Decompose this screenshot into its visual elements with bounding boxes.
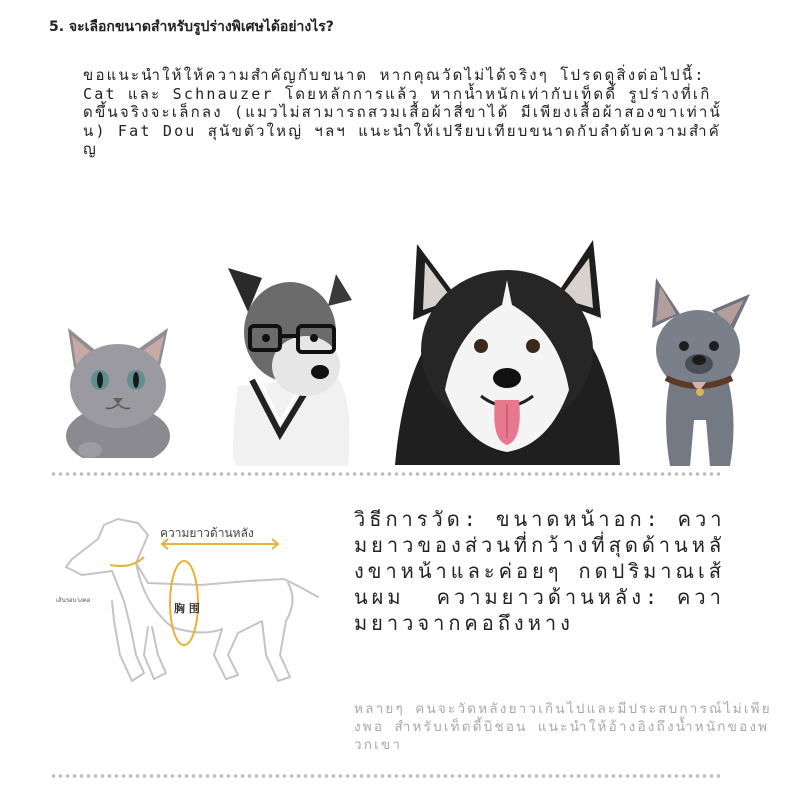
measurement-method-text: วิธีการวัด: ขนาดหน้าอก: ความยาวของส่วนที่กว้างที่สุดด้านหลังขาหน้าและค่อยๆ กดปริมาณเส้นผม ความยาวด้านหลัง: ความยาวจากคอถึงหาง	[354, 507, 726, 635]
husky-photo	[395, 240, 620, 465]
intro-paragraph: ขอแนะนำให้ให้ความสำคัญกับขนาด หากคุณวัดไม่ได้จริงๆ โปรดดูสิ่งต่อไปนี้: Cat และ Schnauzer โดยหลักการแล้ว หากน้ำหนักเท่ากับเท็ดดี้ รูปร่างที่เกิดขึ้นจริงจะเล็กลง (แมวไม่สามารถสวมเสื้อผ้าสี่ขาได้ มีเพียงเสื้อผ้าสองขาเท่านั้น) Fat Dou สุนัขตัวใหญ่ ฯลฯ แนะนำให้เปรียบเทียบขนาดกับลำดับความสำคัญ	[83, 66, 722, 158]
back-length-label: ความยาวด้านหลัง	[160, 526, 254, 540]
dog-measurement-diagram	[52, 505, 322, 705]
neck-girth-label: เส้นรอบวงคอ	[56, 597, 91, 604]
section-heading: 5. จะเลือกขนาดสำหรับรูปร่างพิเศษได้อย่างไร?	[49, 19, 334, 35]
pet-photos-row	[0, 230, 806, 470]
chest-girth-label: 胸 围	[174, 602, 200, 615]
schnauzer-photo	[218, 266, 358, 466]
dotted-divider-top	[50, 471, 720, 477]
measurement-note-text: หลายๆ คนจะวัดหลังยาวเกินไปและมีประสบการณ์ไม่เพียงพอ สำหรับเท็ดดี้บิชอน แนะนำให้อ้างอิงถึงน้ำหนักของพวกเขา	[354, 701, 772, 753]
dotted-divider-bottom	[50, 773, 720, 779]
cat-photo	[60, 318, 175, 458]
french-bulldog-photo	[640, 270, 755, 470]
